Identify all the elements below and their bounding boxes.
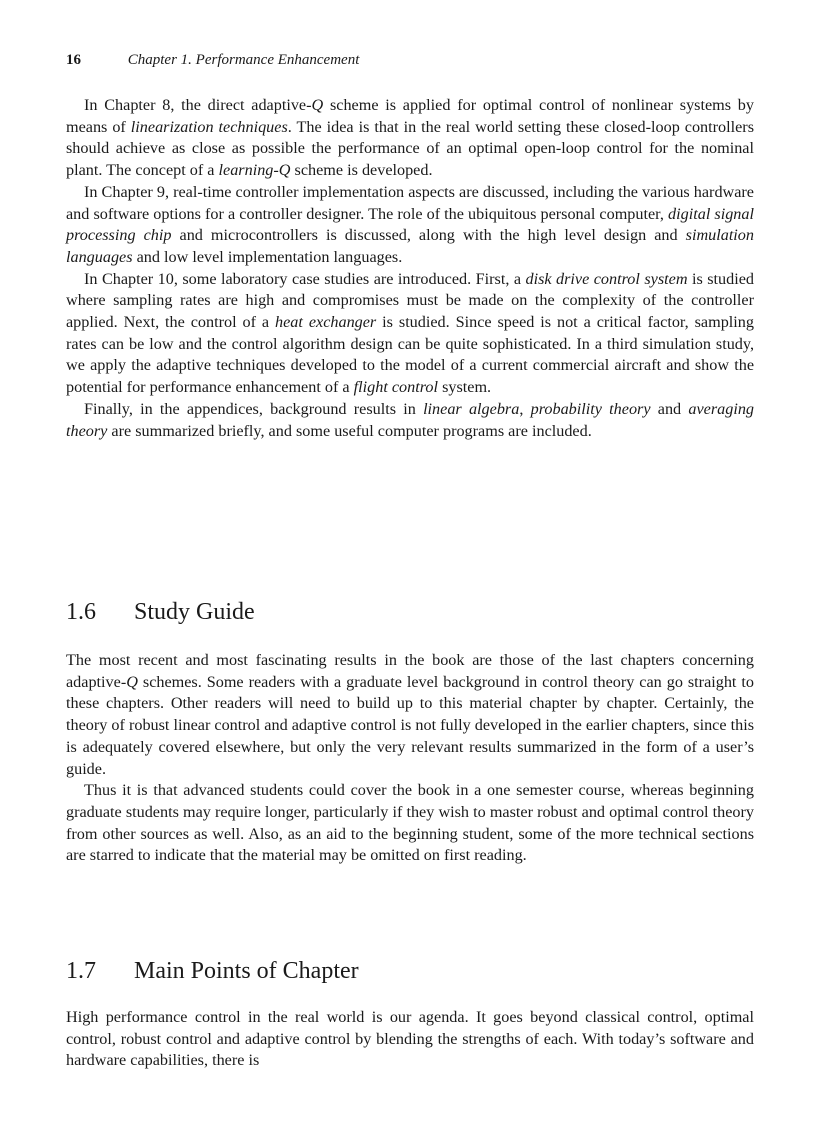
section-heading-1-7: 1.7 Main Points of Chapter bbox=[66, 958, 359, 984]
emphasis: linearization techniques bbox=[130, 117, 288, 136]
paragraph: In Chapter 9, real-time controller implementation aspects are discussed, including the various hardware and software options for a controller designer. The role of the ubiquitous personal computer, digital signal processing chip and microcontrollers is discussed, along with the high level design and simulation languages and low level implementation languages. bbox=[66, 182, 754, 266]
emphasis: learning-Q bbox=[218, 161, 291, 180]
emphasis: linear algebra bbox=[423, 399, 520, 418]
page-number: 16 bbox=[66, 52, 81, 68]
emphasis: Q bbox=[311, 96, 324, 114]
study-guide-text bbox=[66, 650, 754, 867]
paragraph: In Chapter 8, the direct adaptive-Q scheme is applied for optimal control of nonlinear systems by means of linearization techniques. The idea is that in the real world setting these closed-loop controllers should achieve as close as possible the performance of an optimal open-loop control for the nominal plant. The concept of a learning-Q scheme is developed. bbox=[66, 96, 755, 180]
paragraph: Thus it is that advanced students could cover the book in a one semester course, whereas beginning graduate students may require longer, particularly if they wish to master robust and optimal control theory from other sources as well. Also, as an aid to the beginning student, some of the more technical sections are starred to indicate that the material may be omitted on first reading. bbox=[66, 781, 754, 865]
running-title: Chapter 1. Performance Enhancement bbox=[127, 52, 360, 68]
emphasis: simulation languages bbox=[66, 226, 754, 266]
emphasis: disk drive control system bbox=[525, 269, 688, 288]
main-points-text bbox=[66, 1007, 754, 1072]
paragraph: High performance control in the real world is our agenda. It goes beyond classical control, optimal control, robust control and adaptive control by blending the strengths of each. With today’s software and hardware capabilities, there is bbox=[66, 1008, 754, 1070]
emphasis: Q bbox=[126, 672, 138, 691]
emphasis: flight control bbox=[353, 378, 439, 397]
paragraph: In Chapter 10, some laboratory case studies are introduced. First, a disk drive control system is studied where sampling rates are high and compromises must be made on the complexity of the controller applied. Next, the control of a heat exchanger is studied. Since speed is not a critical factor, sampling rates can be low and the control algorithm design can be quite sophisticated. In a third simulation study, we apply the adaptive techniques developed to the model of a current commercial aircraft and show the potential for performance enhancement of a flight control system. bbox=[66, 269, 754, 397]
section-heading-1-6: 1.6 Study Guide bbox=[66, 599, 255, 625]
paragraph: The most recent and most fascinating results in the book are those of the last chapters concerning adaptive-Q schemes. Some readers with a graduate level background in control theory can go straight to these chapters. Other readers will need to build up to this material chapter by chapter. Certainly, the theory of robust linear control and adaptive control is not fully developed in the earlier chapters, since this is adequately covered elsewhere, but only the very relevant results summarized in the form of a user’s guide. bbox=[66, 651, 754, 778]
running-header bbox=[66, 52, 359, 69]
paragraph: Finally, in the appendices, background results in linear algebra, probability theory and averaging theory are summarized briefly, and some useful computer programs are included. bbox=[66, 399, 755, 440]
emphasis: heat exchanger bbox=[275, 313, 377, 332]
emphasis: digital signal processing chip bbox=[66, 204, 754, 245]
emphasis: averaging theory bbox=[66, 399, 755, 440]
emphasis: probability theory bbox=[530, 399, 651, 418]
intro-text bbox=[66, 95, 754, 442]
